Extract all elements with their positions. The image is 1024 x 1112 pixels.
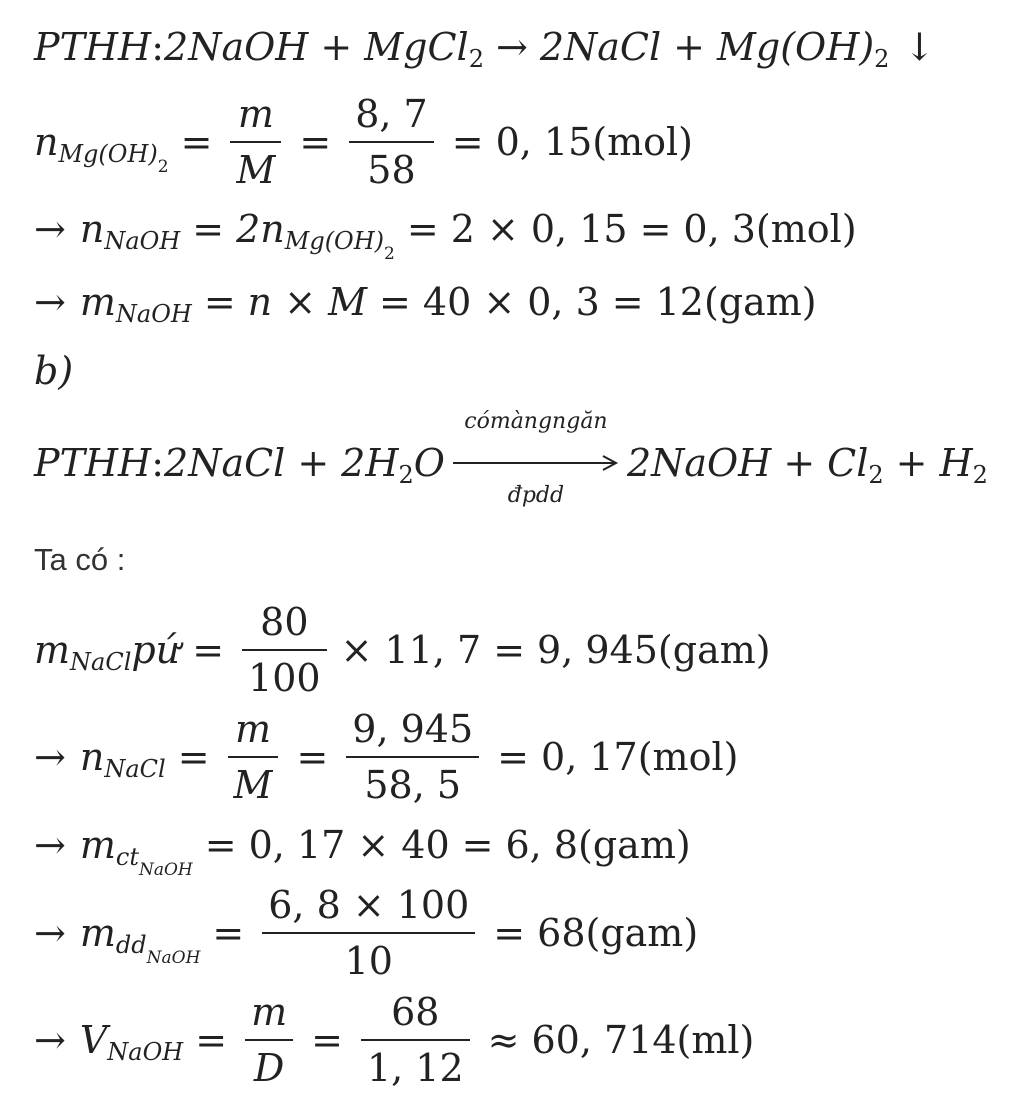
result: 60, 714(ml) (531, 1018, 755, 1062)
calc-line-mass-solution-naoh (34, 883, 699, 983)
fraction-values (346, 707, 479, 807)
product-1: 2NaCl (539, 25, 662, 69)
subscript-sub: NaOH (146, 948, 201, 968)
calc-line-mol-nacl (34, 707, 739, 807)
calc-line-mass-nacl-reacted (34, 600, 771, 700)
denominator: 1, 12 (366, 1046, 464, 1090)
symbol-n: n (79, 207, 105, 251)
result: 6, 8(gam) (505, 823, 691, 867)
expression: 2 × 0, 15 (450, 207, 628, 251)
equals-sign: = (212, 911, 245, 955)
product-2: Cl (827, 441, 869, 485)
equals-sign: = (406, 207, 439, 251)
equals-sign: = (204, 823, 237, 867)
reactant-2-tail: O (413, 441, 445, 485)
plus-sign: + (783, 441, 816, 485)
result: 68(gam) (537, 911, 699, 955)
fraction-m-over-D (245, 990, 293, 1090)
fraction-values (349, 92, 434, 192)
reactant-2: 2H (341, 441, 399, 485)
implies-arrow: → (34, 911, 66, 955)
fraction-m-over-M (230, 92, 281, 192)
symbol-m: m (79, 280, 116, 324)
reactant-2: MgCl (364, 25, 469, 69)
denominator: 58, 5 (364, 763, 462, 807)
equals-sign: = (379, 280, 411, 324)
subscript-sub: NaOH (138, 860, 193, 880)
calc-line-volume-naoh (34, 990, 755, 1090)
reactant-2-subscript: 2 (398, 461, 414, 489)
product-2-subscript: 2 (868, 461, 884, 489)
numerator: 8, 7 (355, 92, 428, 136)
result: 9, 945(gam) (537, 628, 771, 672)
fraction-m-over-M (228, 707, 279, 807)
subscript: NaCl (70, 648, 132, 676)
fraction-percent (242, 600, 327, 700)
expression: 0, 17 × 40 (248, 823, 450, 867)
equals-sign: = (497, 735, 530, 779)
subscript: NaCl (104, 755, 166, 783)
subscript: NaOH (115, 300, 192, 328)
product-3: H (939, 441, 973, 485)
symbol-v: V (79, 1018, 108, 1062)
reactant-2-subscript: 2 (468, 45, 484, 73)
pthh-label: PTHH (34, 25, 152, 69)
numerator: 6, 8 × 100 (268, 883, 470, 927)
equals-sign: = (311, 1018, 343, 1062)
denominator: 100 (248, 656, 321, 700)
subscript (115, 931, 201, 968)
calc-line-mass-naoh (34, 280, 817, 328)
result: 0, 15(mol) (495, 120, 693, 164)
subscript: NaOH (104, 227, 181, 255)
reaction-arrow: → (495, 25, 528, 69)
denominator: D (253, 1046, 285, 1090)
symbol-m: m (79, 911, 116, 955)
implies-arrow: → (34, 735, 66, 779)
equals-sign: = (299, 120, 332, 164)
expression: × 11, 7 (340, 628, 482, 672)
implies-arrow: → (34, 1018, 66, 1062)
fraction-values (361, 990, 470, 1090)
precipitate-down-arrow-icon: ↓ (903, 25, 936, 69)
equals-sign: = (192, 207, 225, 251)
result: 0, 17(mol) (541, 735, 739, 779)
numerator: m (251, 990, 288, 1034)
product-2-subscript: 2 (874, 45, 890, 73)
subscript (115, 843, 193, 880)
equals-sign: = (461, 823, 494, 867)
calc-line-mass-solute-naoh (34, 823, 691, 880)
numerator: m (234, 707, 272, 751)
reaction-equation-b (34, 409, 988, 508)
colon: : (151, 25, 165, 69)
electrolysis-arrow (453, 409, 619, 508)
result: 12(gam) (655, 280, 817, 324)
equals-sign: = (195, 1018, 228, 1062)
product-2: Mg(OH) (716, 25, 875, 69)
ta-co-text: Ta có : (34, 542, 126, 577)
numerator: 68 (391, 990, 440, 1034)
subscript-sub: 2 (157, 157, 169, 177)
numerator: 9, 945 (352, 707, 474, 751)
implies-arrow: → (34, 207, 66, 251)
reactant-1: 2NaOH (164, 25, 309, 69)
pthh-label: PTHH (34, 441, 152, 485)
denominator: M (236, 148, 276, 192)
equals-sign: = (451, 120, 484, 164)
reaction-equation-a (34, 25, 936, 73)
equals-sign: = (177, 735, 210, 779)
calc-line-mol-naoh (34, 207, 857, 264)
symbol-m: m (79, 823, 116, 867)
part-label: b) (34, 349, 74, 393)
symbol-m: m (34, 628, 71, 672)
denominator: 10 (344, 939, 393, 983)
denominator: M (233, 763, 273, 807)
equals-sign: = (180, 120, 213, 164)
subscript-tail: pứ (131, 628, 181, 672)
subscript (284, 227, 395, 264)
symbol-n: n (79, 735, 105, 779)
product-1: 2NaOH (626, 441, 772, 485)
product-3-subscript: 2 (972, 461, 988, 489)
subscript-sub: 2 (384, 244, 395, 264)
fraction-values (262, 883, 475, 983)
equals-sign: = (203, 280, 236, 324)
long-right-arrow-icon (453, 455, 619, 471)
equals-sign: = (639, 207, 672, 251)
reactant-1: 2NaCl (164, 441, 286, 485)
arrow-condition-above: cómàngngăn (464, 409, 608, 434)
expression: 40 × 0, 3 (422, 280, 600, 324)
result: 0, 3(mol) (683, 207, 857, 251)
plus-sign: + (673, 25, 705, 69)
subscript: NaOH (107, 1038, 184, 1066)
arrow-condition-below: đpdd (507, 483, 565, 508)
implies-arrow: → (34, 823, 66, 867)
calc-line-mol-mgoh2 (34, 92, 693, 192)
equals-sign: = (296, 735, 329, 779)
mid-term: 2n (236, 207, 285, 251)
subscript-text: Mg(OH) (284, 227, 385, 255)
equals-sign: = (611, 280, 644, 324)
numerator: 80 (260, 600, 309, 644)
equals-sign: = (493, 628, 526, 672)
approx-sign: ≈ (487, 1018, 520, 1062)
expression: n × M (247, 280, 368, 324)
equals-sign: = (192, 628, 225, 672)
subscript-text: dd (115, 931, 147, 959)
implies-arrow: → (34, 280, 66, 324)
subscript (58, 140, 169, 177)
plus-sign: + (297, 441, 330, 485)
subscript-text: ct (115, 843, 139, 871)
denominator: 58 (367, 148, 416, 192)
subscript-text: Mg(OH) (58, 140, 158, 168)
part-b-label (34, 349, 74, 393)
equals-sign: = (493, 911, 526, 955)
colon: : (151, 441, 165, 485)
symbol-n: n (34, 120, 59, 164)
plus-sign: + (320, 25, 353, 69)
plus-sign: + (895, 441, 928, 485)
numerator: m (237, 92, 274, 136)
